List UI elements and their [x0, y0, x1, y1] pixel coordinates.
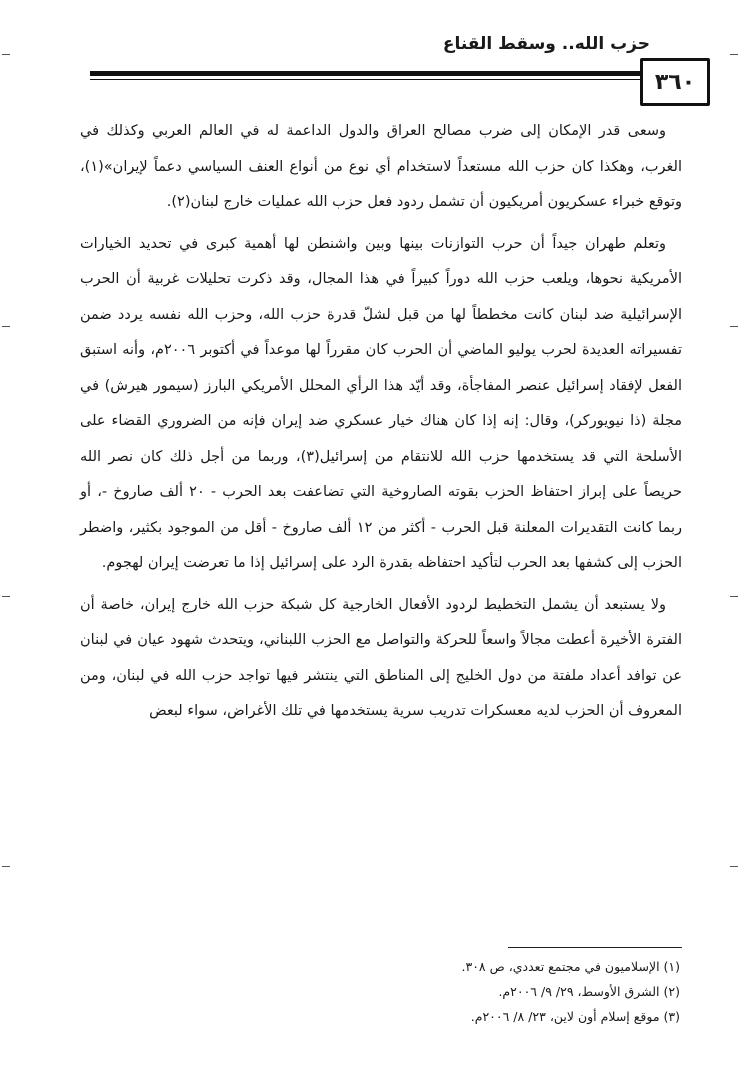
footnote: (٢) الشرق الأوسط، ٢٩/ ٩/ ٢٠٠٦م. — [498, 984, 680, 999]
paragraph: ولا يستبعد أن يشمل التخطيط لردود الأفعال الخارجية كل شبكة حزب الله خارج إيران، خاصة أن الفترة الأخيرة أعطت مجالاً واسعاً للحركة والتواصل مع الحزب اللبناني، ويتحدث شهود عيان في لبنان عن توافد أعداد ملفتة من دول الخليج إلى المناطق التي ينتشر فيها تواجد حزب الله في لبنان، ومن المعروف أن الحزب لديه معسكرات تدريب سرية يستخدمها في تلك الأغراض، سواء لبعض — [80, 596, 682, 719]
scan-mark — [2, 866, 10, 867]
footnote: (٣) موقع إسلام أون لاين، ٢٣/ ٨/ ٢٠٠٦م. — [470, 1009, 680, 1024]
paragraph: وسعى قدر الإمكان إلى ضرب مصالح العراق والدول الداعمة له في العالم العربي وكذلك في الغرب، وهكذا كان حزب الله مستعداً لاستخدام أي نوع من أنواع العنف السياسي دعماً لإيران»(١)، وتوقع خبراء عسكريون أمريكيون أن تشمل ردود فعل حزب الله عمليات خارج لبنان(٢). — [80, 123, 682, 210]
footnote: (١) الإسلاميون في مجتمع تعددي، ص ٣٠٨. — [461, 959, 680, 974]
page-number: ٣٦٠ — [640, 58, 710, 106]
footnotes — [120, 954, 680, 1029]
header-rule-thin — [90, 79, 642, 80]
scan-mark — [730, 326, 738, 327]
running-title: حزب الله.. وسقط القناع — [442, 34, 650, 54]
scan-mark — [2, 54, 10, 55]
scan-mark — [730, 54, 738, 55]
body-text — [80, 114, 682, 736]
scan-mark — [2, 596, 10, 597]
running-head — [90, 34, 650, 62]
paragraph: وتعلم طهران جيداً أن حرب التوازنات بينها وبين واشنطن لها أهمية كبرى في تحديد الخيارات الأمريكية نحوها، ويلعب حزب الله دوراً كبيراً في هذا المجال، وقد ذكرت تحليلات غربية أن الحرب الإسرائيلية ضد لبنان كانت مخططاً لها من قبل لشلّ قدرة حزب الله، وحزب الله نفسه يردد ضمن تفسيراته العديدة لحرب يوليو الماضي أن الحرب كان مقرراً لها موعداً في أكتوبر ٢٠٠٦م، وأنه استبق الفعل لإفقاد إسرائيل عنصر المفاجأة، وقد أيّد هذا الرأي المحلل الأمريكي البارز (سيمور هيرش) في مجلة (ذا نيويوركر)، وقال: إنه إذا كان هناك خيار عسكري ضد إيران فإنه من الضروري القضاء على الأسلحة التي قد يستخدمها حزب الله للانتقام من إسرائيل(٣)، وربما من أجل ذلك كان نصر الله حريصاً على إبراز احتفاظ الحزب بقوته الصاروخية التي تضاعفت بعد الحرب - ٢٠ ألف صاروخ -، أو ربما كانت التقديرات المعلنة قبل الحرب - أكثر من ١٢ ألف صاروخ - أقل من الموجود بكثير، واضطر الحزب إلى كشفها بعد الحرب لتأكيد احتفاظه بقدرة الرد على إسرائيل إذا ما تعرضت إيران لهجوم. — [80, 235, 683, 571]
scan-mark — [730, 596, 738, 597]
footnote-rule — [508, 947, 682, 948]
header-rule — [90, 71, 642, 76]
scan-mark — [2, 326, 10, 327]
scan-mark — [730, 866, 738, 867]
